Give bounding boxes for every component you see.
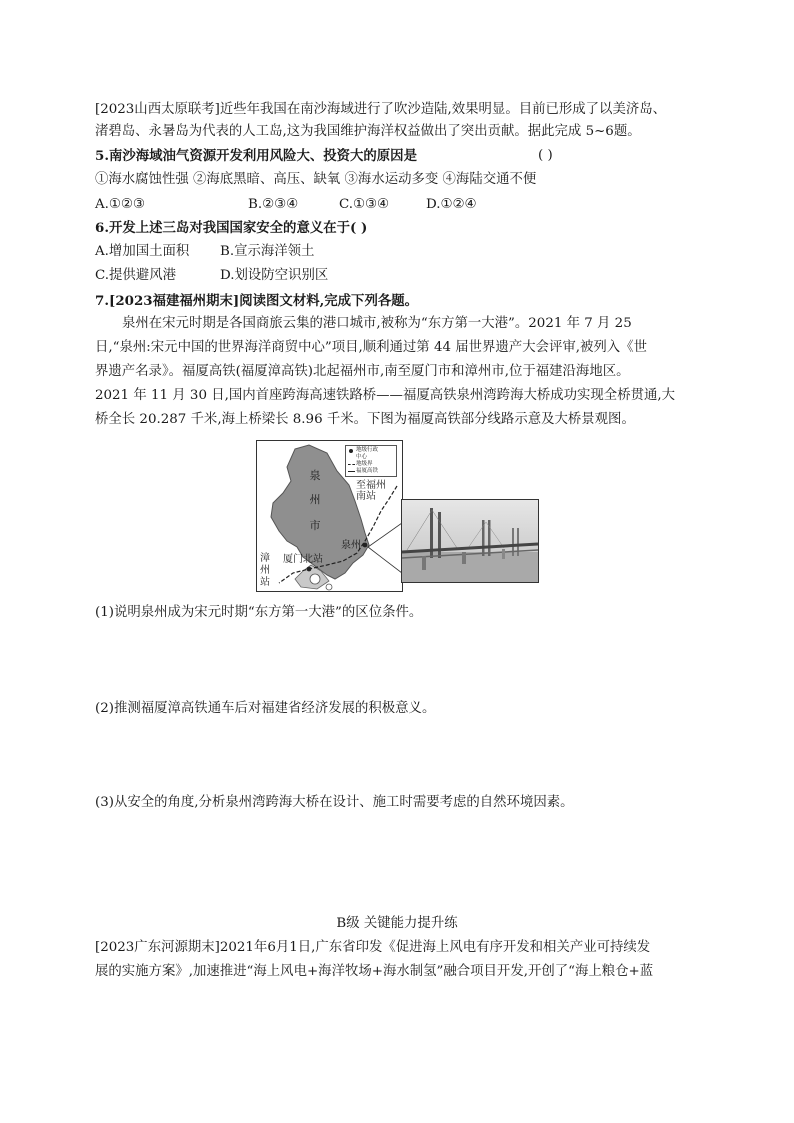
q7-sub-1: (1)说明泉州成为宋元时期“东方第一大港”的区位条件。: [95, 605, 423, 620]
q5-option-c: C.①③④: [339, 197, 390, 212]
q5-option-b: B.②③④: [248, 197, 299, 212]
map-zhangzhou-char-1: 漳: [260, 553, 270, 564]
intro-line-1: [2023山西太原联考]近些年我国在南沙海域进行了吹沙造陆,效果明显。目前已形成了以美济岛、: [95, 102, 667, 117]
legend-label-railway: 福厦高铁: [356, 468, 379, 474]
legend-label-boundary: 地级界: [356, 461, 373, 467]
bridge-photo: [401, 499, 539, 583]
q5-stem: 5.南沙海域油气资源开发利用风险大、投资大的原因是: [95, 148, 417, 164]
map-zhangzhou-char-3: 站: [260, 577, 270, 588]
intro-line-2: 渚碧岛、永暑岛为代表的人工岛,这为我国维护海洋权益做出了突出贡献。据此完成 5~6题。: [95, 124, 641, 139]
q7-para-line-2: 日,“泉州:宋元中国的世界海洋商贸中心”项目,顺利通过第 44 届世界遗产大会评审,被列入《世: [95, 340, 647, 355]
map-zhangzhou-char-2: 州: [260, 565, 270, 576]
q7-para-line-4: 2021 年 11 月 30 日,国内首座跨海高速铁路桥——福厦高铁泉州湾跨海大桥成功实现全桥贯通,大: [95, 388, 676, 403]
map-station-north-1: 至福州: [356, 480, 386, 491]
legend-dot-icon: [349, 449, 353, 453]
q7-stem: 7.[2023福建福州期末]阅读图文材料,完成下列各题。: [95, 293, 419, 309]
section-b-line-2: 展的实施方案》,加速推进“海上风电+海洋牧场+海水制氢”融合项目开发,开创了“海上粮仓+蓝: [95, 964, 654, 979]
legend-label-center-1: 地级行政: [356, 447, 379, 453]
q6-option-b: B.宣示海洋领土: [220, 244, 315, 259]
q5-items: ①海水腐蚀性强 ②海底黑暗、高压、缺氧 ③海水运动多变 ④海陆交通不便: [95, 172, 537, 187]
q6-option-c: C.提供避风港: [95, 268, 176, 283]
legend-railway-icon: [348, 471, 355, 472]
q7-sub-2: (2)推测福厦漳高铁通车后对福建省经济发展的积极意义。: [95, 701, 436, 716]
q5-option-d: D.①②④: [426, 197, 477, 212]
map-legend: [345, 445, 397, 477]
q5-option-a: A.①②③: [95, 197, 145, 212]
map-label-quanzhou: 泉州: [341, 540, 361, 551]
railway-map: [256, 440, 403, 592]
section-b-line-1: [2023广东河源期末]2021年6月1日,广东省印发《促进海上风电有序开发和相关产业可持续发: [95, 940, 651, 955]
map-city-char-3: 市: [309, 519, 321, 532]
section-b-title: B级 关键能力提升练: [336, 916, 458, 931]
q6-stem: 6.开发上述三岛对我国国家安全的意义在于( ): [95, 220, 368, 236]
legend-boundary-icon: [348, 464, 355, 465]
q5-answer-bracket: ( ): [538, 148, 553, 163]
q7-para-line-5: 桥全长 20.287 千米,海上桥梁长 8.96 千米。下图为福厦高铁部分线路示意及大桥景观图。: [95, 412, 635, 427]
map-station-north-2: 南站: [356, 491, 376, 502]
map-city-char-1: 泉: [309, 469, 321, 482]
map-label-xiamen-north: 厦门北站: [283, 554, 323, 565]
map-city-char-2: 州: [309, 493, 321, 506]
bridge-illustration: [402, 500, 538, 582]
legend-label-center-2: 中心: [356, 454, 368, 460]
q7-para-line-1: 泉州在宋元时期是各国商旅云集的港口城市,被称为“东方第一大港”。2021 年 7 月 25: [122, 316, 632, 331]
q7-para-line-3: 界遗产名录》。福厦高铁(福厦漳高铁)北起福州市,南至厦门市和漳州市,位于福建沿海地区。: [95, 364, 630, 379]
q7-sub-3: (3)从安全的角度,分析泉州湾跨海大桥在设计、施工时需要考虑的自然环境因素。: [95, 795, 574, 810]
q6-option-a: A.增加国土面积: [95, 244, 190, 259]
q6-option-d: D.划设防空识别区: [220, 268, 329, 283]
